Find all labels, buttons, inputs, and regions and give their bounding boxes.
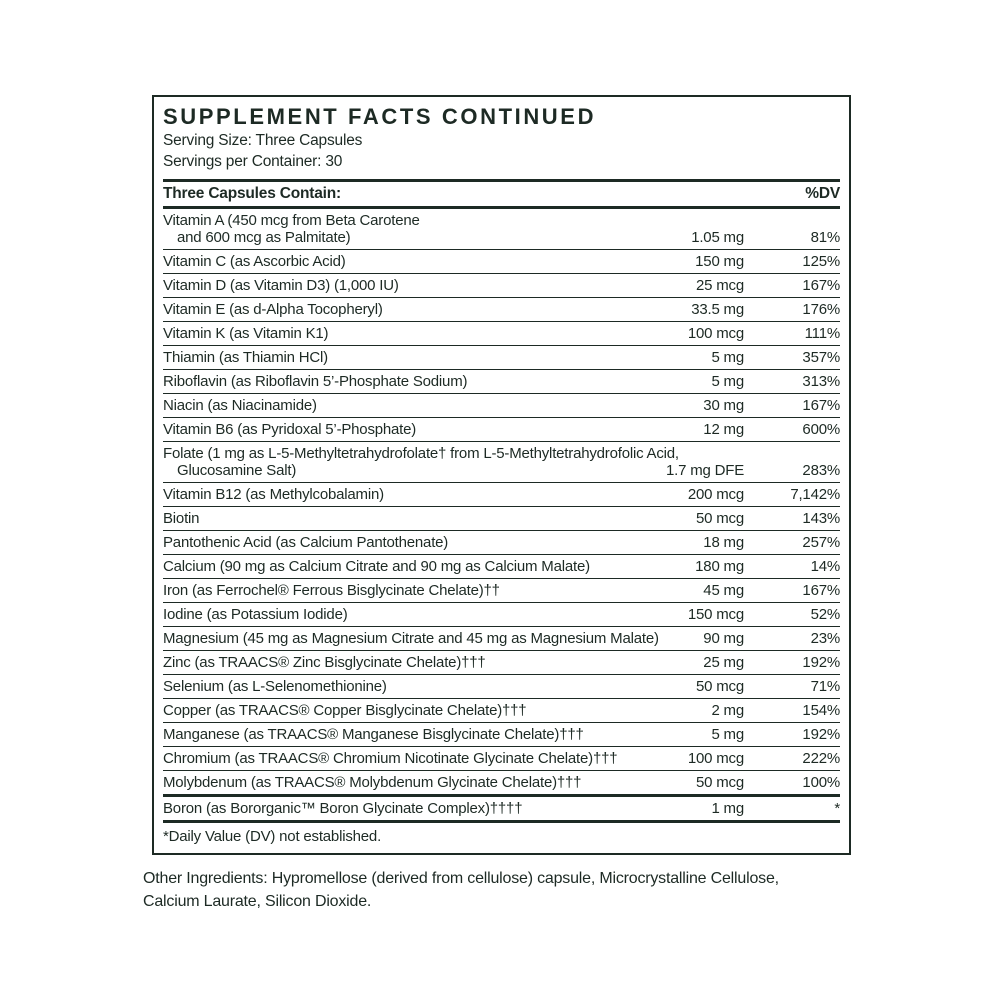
nutrient-dv: 257% <box>802 534 840 551</box>
nutrient-dv: 313% <box>802 373 840 390</box>
nutrient-amount: 150 mcg <box>687 606 744 623</box>
nutrient-name: Copper (as TRAACS® Copper Bisglycinate Chelate)††† <box>163 702 527 719</box>
nutrient-name: Selenium (as L-Selenomethionine) <box>163 678 387 695</box>
table-row <box>163 298 840 322</box>
nutrient-dv: 192% <box>802 726 840 743</box>
nutrient-dv: 600% <box>802 421 840 438</box>
nutrient-name: Riboflavin (as Riboflavin 5’-Phosphate Sodium) <box>163 373 468 390</box>
table-row <box>163 370 840 394</box>
table-row <box>163 507 840 531</box>
nutrient-dv: 222% <box>802 750 840 767</box>
nutrient-amount: 1 mg <box>711 800 744 817</box>
table-row <box>163 699 840 723</box>
nutrient-dv: 167% <box>802 277 840 294</box>
nutrient-name: Vitamin K (as Vitamin K1) <box>163 325 329 342</box>
nutrient-amount: 2 mg <box>711 702 744 719</box>
nutrient-amount: 50 mcg <box>696 774 744 791</box>
table-row <box>163 322 840 346</box>
nutrient-dv: 71% <box>810 678 840 695</box>
dv-footnote: *Daily Value (DV) not established. <box>163 828 382 845</box>
nutrient-name: Magnesium (45 mg as Magnesium Citrate and 45 mg as Magnesium Malate) <box>163 630 659 647</box>
nutrient-dv: 81% <box>810 229 840 246</box>
table-row <box>163 627 840 651</box>
nutrient-amount: 5 mg <box>711 349 744 366</box>
table-row <box>163 771 840 794</box>
nutrient-name: Zinc (as TRAACS® Zinc Bisglycinate Chelate)††† <box>163 654 486 671</box>
nutrient-amount: 50 mcg <box>696 510 744 527</box>
nutrient-name: Chromium (as TRAACS® Chromium Nicotinate Glycinate Chelate)††† <box>163 750 618 767</box>
nutrient-name: Molybdenum (as TRAACS® Molybdenum Glycinate Chelate)††† <box>163 774 582 791</box>
nutrient-amount: 100 mcg <box>687 750 744 767</box>
table-row <box>163 651 840 675</box>
table-row <box>163 250 840 274</box>
nutrient-dv: 143% <box>802 510 840 527</box>
nutrient-amount: 33.5 mg <box>691 301 744 318</box>
nutrient-dv: 283% <box>802 462 840 479</box>
nutrient-amount: 100 mcg <box>687 325 744 342</box>
nutrient-amount: 25 mcg <box>696 277 744 294</box>
nutrient-dv: 176% <box>802 301 840 318</box>
table-row <box>163 723 840 747</box>
nutrient-name: Vitamin D (as Vitamin D3) (1,000 IU) <box>163 277 399 294</box>
table-row <box>163 483 840 507</box>
servings-per-container: Servings per Container: 30 <box>163 153 343 170</box>
nutrient-name: Vitamin A (450 mcg from Beta Carotene and 600 mcg as Palmitate) <box>163 212 420 246</box>
nutrient-name: Pantothenic Acid (as Calcium Pantothenate) <box>163 534 449 551</box>
nutrient-amount: 25 mg <box>703 654 744 671</box>
nutrient-amount: 5 mg <box>711 726 744 743</box>
nutrient-name: Iodine (as Potassium Iodide) <box>163 606 348 623</box>
nutrient-name: Calcium (90 mg as Calcium Citrate and 90 mg as Calcium Malate) <box>163 558 590 575</box>
nutrient-dv: 167% <box>802 397 840 414</box>
nutrient-name: Vitamin E (as d-Alpha Tocopheryl) <box>163 301 383 318</box>
nutrient-name: Iron (as Ferrochel® Ferrous Bisglycinate Chelate)†† <box>163 582 500 599</box>
nutrient-dv: 52% <box>810 606 840 623</box>
nutrient-amount: 45 mg <box>703 582 744 599</box>
nutrient-amount: 1.7 mg DFE <box>665 462 744 479</box>
nutrient-name: Manganese (as TRAACS® Manganese Bisglycinate Chelate)††† <box>163 726 584 743</box>
table-header-row <box>163 182 840 206</box>
nutrient-name: Boron (as Bororganic™ Boron Glycinate Complex)†††† <box>163 800 523 817</box>
nutrient-amount: 90 mg <box>703 630 744 647</box>
nutrient-dv: 100% <box>802 774 840 791</box>
nutrient-dv: 357% <box>802 349 840 366</box>
dv-header: %DV <box>805 185 840 202</box>
nutrient-dv: 167% <box>802 582 840 599</box>
nutrient-amount: 30 mg <box>703 397 744 414</box>
nutrient-amount: 18 mg <box>703 534 744 551</box>
table-row <box>163 579 840 603</box>
table-row <box>163 531 840 555</box>
table-row <box>163 274 840 298</box>
nutrient-name: Vitamin B12 (as Methylcobalamin) <box>163 486 384 503</box>
nutrient-dv: 154% <box>802 702 840 719</box>
nutrient-amount: 5 mg <box>711 373 744 390</box>
nutrient-amount: 150 mg <box>695 253 744 270</box>
table-row-boron <box>163 797 840 820</box>
column-header: Three Capsules Contain: <box>163 185 341 202</box>
nutrient-name: Niacin (as Niacinamide) <box>163 397 317 414</box>
panel-title: SUPPLEMENT FACTS CONTINUED <box>163 104 597 129</box>
table-row <box>163 394 840 418</box>
table-row <box>163 603 840 627</box>
nutrient-dv: * <box>834 800 840 817</box>
nutrient-rows <box>154 209 849 794</box>
table-row <box>163 555 840 579</box>
nutrient-dv: 192% <box>802 654 840 671</box>
nutrient-amount: 1.05 mg <box>691 229 744 246</box>
nutrient-dv: 111% <box>804 325 840 342</box>
nutrient-name: Folate (1 mg as L-5-Methyltetrahydrofolate† from L-5-Methyltetrahydrofolic Acid, Glucosamine Salt) <box>163 445 679 479</box>
nutrient-name: Vitamin B6 (as Pyridoxal 5’-Phosphate) <box>163 421 417 438</box>
nutrient-dv: 23% <box>810 630 840 647</box>
table-row <box>163 209 840 250</box>
nutrient-name: Vitamin C (as Ascorbic Acid) <box>163 253 346 270</box>
nutrient-amount: 200 mcg <box>687 486 744 503</box>
nutrient-name: Biotin <box>163 510 200 527</box>
table-row <box>163 747 840 771</box>
serving-size: Serving Size: Three Capsules <box>163 132 363 149</box>
supplement-facts-panel <box>152 95 851 855</box>
nutrient-dv: 14% <box>810 558 840 575</box>
table-row <box>163 346 840 370</box>
other-ingredients: Other Ingredients: Hypromellose (derived from cellulose) capsule, Microcrystalline Cellulose, Calcium Laurate, Silicon Dioxide. <box>143 870 779 910</box>
nutrient-amount: 50 mcg <box>696 678 744 695</box>
nutrient-dv: 7,142% <box>790 486 840 503</box>
table-row <box>163 418 840 442</box>
table-row <box>163 442 840 483</box>
table-row <box>163 675 840 699</box>
nutrient-name: Thiamin (as Thiamin HCl) <box>163 349 328 366</box>
nutrient-amount: 12 mg <box>703 421 744 438</box>
nutrient-dv: 125% <box>802 253 840 270</box>
nutrient-amount: 180 mg <box>695 558 744 575</box>
